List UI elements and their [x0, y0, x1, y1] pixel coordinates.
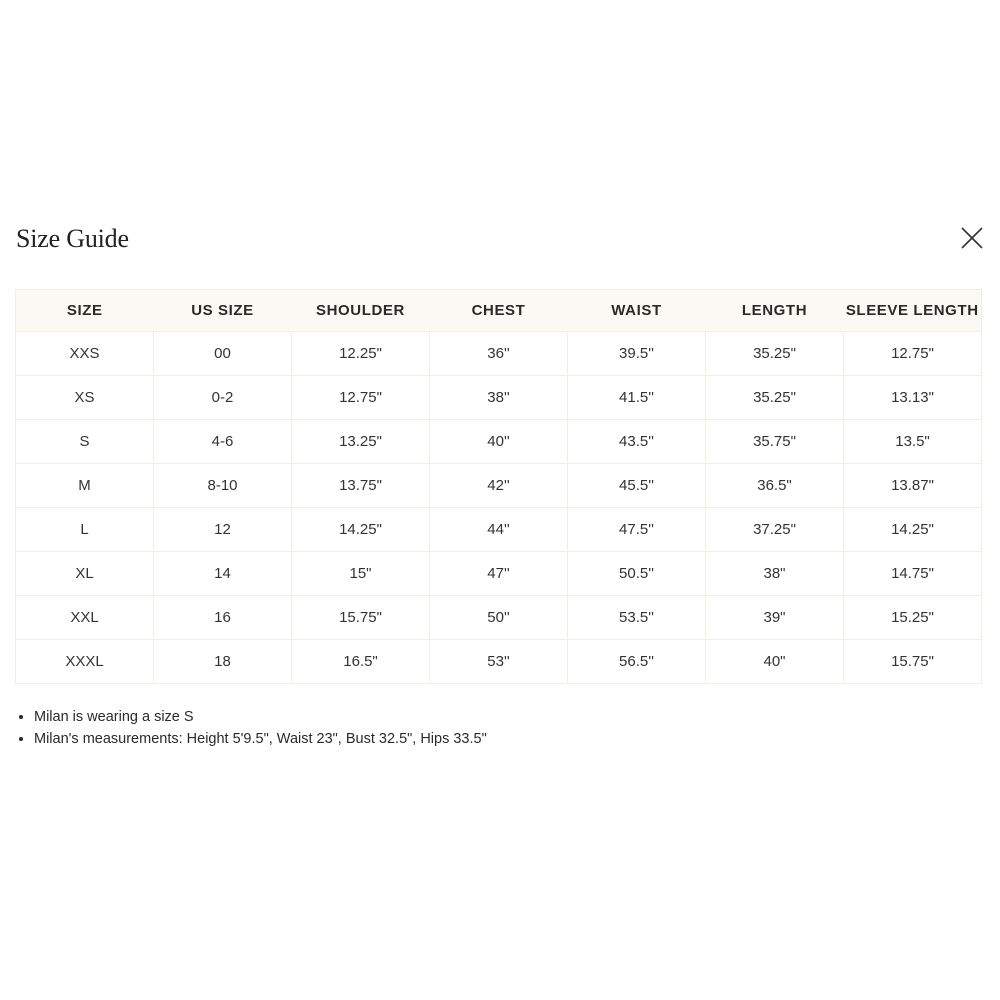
table-cell: 50'': [430, 596, 568, 640]
table-cell: 47'': [430, 552, 568, 596]
table-cell: 13.5": [844, 420, 982, 464]
table-cell: XXXL: [16, 640, 154, 684]
table-cell: 15.75": [292, 596, 430, 640]
table-cell: 4-6: [154, 420, 292, 464]
table-cell: 14.25": [844, 508, 982, 552]
table-row: [16, 376, 982, 420]
table-cell: 39": [706, 596, 844, 640]
table-cell: 8-10: [154, 464, 292, 508]
table-cell: 13.13": [844, 376, 982, 420]
table-cell: 36.5": [706, 464, 844, 508]
table-cell: 35.25": [706, 332, 844, 376]
table-header-row: [16, 290, 982, 332]
table-cell: 37.25": [706, 508, 844, 552]
table-cell: 38'': [430, 376, 568, 420]
table-cell: 16: [154, 596, 292, 640]
table-cell: 12: [154, 508, 292, 552]
table-cell: 18: [154, 640, 292, 684]
table-cell: 44'': [430, 508, 568, 552]
table-cell: 13.75": [292, 464, 430, 508]
table-cell: 50.5'': [568, 552, 706, 596]
table-cell: 40": [706, 640, 844, 684]
table-cell: 13.25": [292, 420, 430, 464]
table-cell: 53.5'': [568, 596, 706, 640]
table-cell: 42'': [430, 464, 568, 508]
table-cell: XS: [16, 376, 154, 420]
table-cell: M: [16, 464, 154, 508]
header-shoulder: SHOULDER: [292, 290, 430, 332]
table-cell: 12.75": [292, 376, 430, 420]
header-waist: WAIST: [568, 290, 706, 332]
table-cell: 39.5'': [568, 332, 706, 376]
table-cell: 35.25": [706, 376, 844, 420]
table-cell: 47.5'': [568, 508, 706, 552]
table-row: [16, 508, 982, 552]
table-row: [16, 332, 982, 376]
table-cell: 41.5'': [568, 376, 706, 420]
table-cell: 0-2: [154, 376, 292, 420]
table-row: [16, 420, 982, 464]
table-cell: L: [16, 508, 154, 552]
table-cell: 35.75": [706, 420, 844, 464]
header-chest: CHEST: [430, 290, 568, 332]
table-cell: 12.25": [292, 332, 430, 376]
close-icon: [958, 224, 986, 252]
table-cell: 43.5'': [568, 420, 706, 464]
table-cell: XXL: [16, 596, 154, 640]
table-row: [16, 640, 982, 684]
table-cell: 12.75": [844, 332, 982, 376]
header-length: LENGTH: [706, 290, 844, 332]
model-notes-list: [16, 707, 487, 750]
table-row: [16, 552, 982, 596]
table-cell: XXS: [16, 332, 154, 376]
size-guide-title: Size Guide: [16, 224, 129, 253]
table-cell: 38": [706, 552, 844, 596]
header-size: SIZE: [16, 290, 154, 332]
table-cell: 15.25": [844, 596, 982, 640]
table-cell: 14.75": [844, 552, 982, 596]
table-cell: 56.5'': [568, 640, 706, 684]
table-cell: 14.25": [292, 508, 430, 552]
table-cell: XL: [16, 552, 154, 596]
table-row: [16, 464, 982, 508]
header-sleeve-length: SLEEVE LENGTH: [844, 290, 982, 332]
table-cell: 16.5": [292, 640, 430, 684]
header-us-size: US SIZE: [154, 290, 292, 332]
size-chart-table: [15, 289, 982, 684]
model-measurements-note: • Milan's measurements: Height 5'9.5", Waist 23", Bust 32.5", Hips 33.5": [34, 729, 487, 751]
close-button[interactable]: [958, 224, 986, 252]
table-cell: 36'': [430, 332, 568, 376]
table-cell: 15.75": [844, 640, 982, 684]
table-cell: 53'': [430, 640, 568, 684]
table-cell: 45.5'': [568, 464, 706, 508]
table-cell: 40'': [430, 420, 568, 464]
table-cell: 00: [154, 332, 292, 376]
table-row: [16, 596, 982, 640]
table-cell: S: [16, 420, 154, 464]
model-size-note: • Milan is wearing a size S: [34, 707, 487, 729]
table-cell: 13.87": [844, 464, 982, 508]
table-cell: 15": [292, 552, 430, 596]
table-cell: 14: [154, 552, 292, 596]
